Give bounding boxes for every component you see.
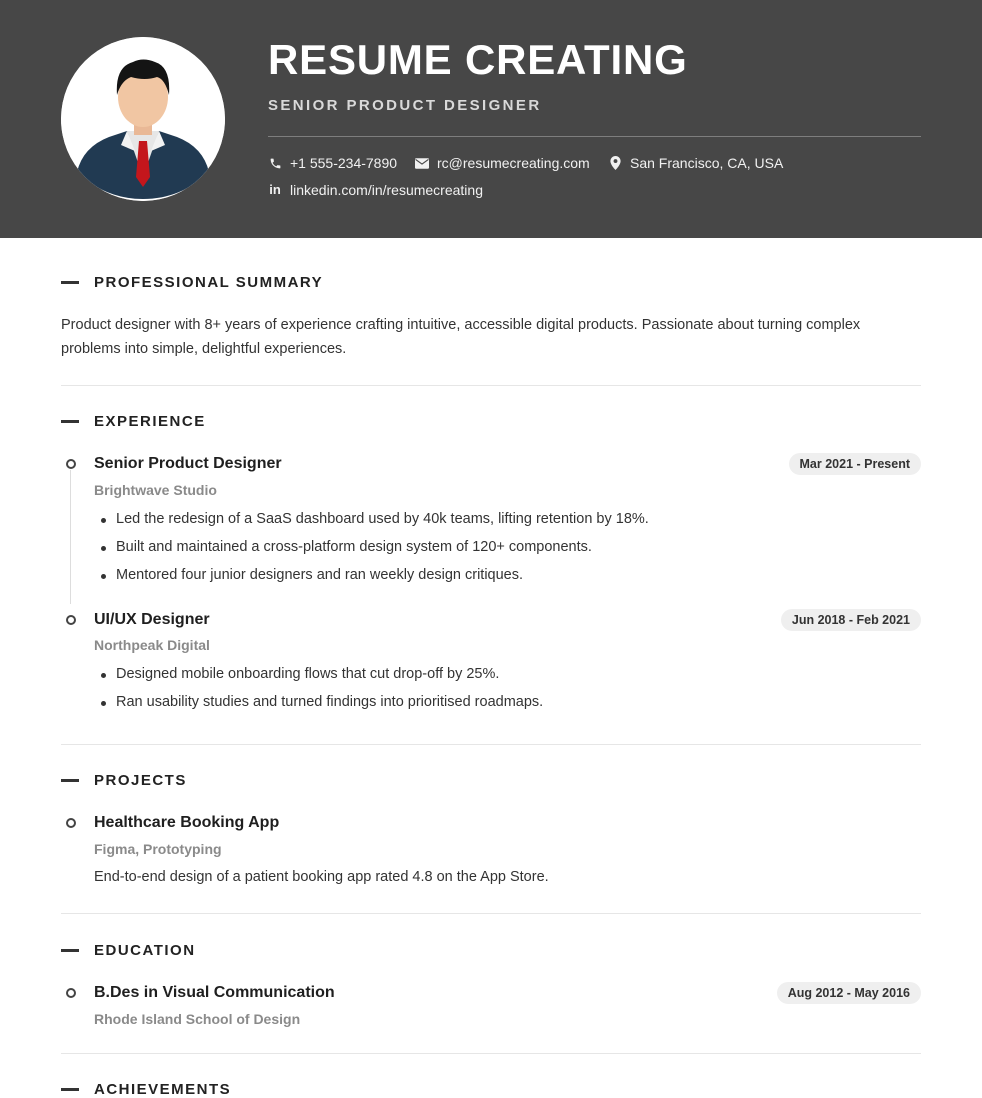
date-badge: Aug 2012 - May 2016 — [777, 982, 921, 1004]
bullet-text: Built and maintained a cross-platform design system of 120+ components. — [116, 539, 592, 555]
section-marker — [61, 779, 79, 782]
location-text: San Francisco, CA, USA — [630, 155, 784, 171]
project-name: Healthcare Booking App — [94, 814, 280, 831]
phone-icon — [268, 156, 282, 170]
section-title: PROFESSIONAL SUMMARY — [94, 274, 324, 291]
summary-line-1: Product designer with 8+ years of experience crafting intuitive, accessible digital products. Passionate about turning complex — [61, 317, 861, 333]
bullet-item — [101, 694, 543, 710]
bullet-item — [101, 666, 499, 682]
timeline-dot — [66, 988, 76, 998]
bullet-text: Designed mobile onboarding flows that cut drop-off by 25%. — [116, 666, 500, 682]
degree-title: B.Des in Visual Communication — [94, 984, 335, 1001]
timeline-dot — [66, 818, 76, 828]
section-title: EDUCATION — [94, 942, 196, 959]
section-marker — [61, 1088, 79, 1091]
avatar — [61, 37, 225, 201]
linkedin-glyph: in — [269, 182, 281, 197]
project-description: End-to-end design of a patient booking app rated 4.8 on the App Store. — [94, 869, 549, 885]
job-title: Senior Product Designer — [94, 455, 282, 472]
section-divider — [61, 913, 921, 914]
contact-email[interactable] — [415, 155, 590, 171]
section-divider — [61, 385, 921, 386]
company-name: Brightwave Studio — [94, 482, 217, 498]
bullet-item — [101, 511, 649, 527]
section-title: EXPERIENCE — [94, 413, 206, 430]
contact-location — [608, 155, 783, 171]
date-badge: Mar 2021 - Present — [789, 453, 921, 475]
section-marker — [61, 949, 79, 952]
summary-section-header — [61, 274, 323, 291]
envelope-icon — [415, 156, 429, 170]
summary-text — [61, 313, 921, 361]
bullet-text: Mentored four junior designers and ran weekly design critiques. — [116, 567, 524, 583]
company-name: Northpeak Digital — [94, 637, 210, 653]
school-name: Rhode Island School of Design — [94, 1011, 301, 1027]
section-marker — [61, 420, 79, 423]
timeline-dot — [66, 615, 76, 625]
candidate-name: RESUME CREATING — [268, 36, 688, 83]
contact-phone[interactable] — [268, 155, 397, 171]
profile-avatar-illustration — [61, 37, 225, 201]
section-divider — [61, 744, 921, 745]
section-title: PROJECTS — [94, 772, 187, 789]
contact-linkedin[interactable] — [268, 182, 483, 198]
timeline-dot — [66, 459, 76, 469]
timeline-line — [70, 470, 71, 604]
bullet-item — [101, 567, 523, 583]
map-pin-icon — [608, 156, 622, 170]
bullet-text: Led the redesign of a SaaS dashboard used by 40k teams, lifting retention by 18%. — [116, 511, 649, 527]
bullet-text: Ran usability studies and turned findings into prioritised roadmaps. — [116, 694, 544, 710]
section-marker — [61, 281, 79, 284]
job-title: UI/UX Designer — [94, 611, 210, 628]
bullet-item — [101, 539, 592, 555]
projects-section-header — [61, 772, 187, 789]
project-tools: Figma, Prototyping — [94, 841, 222, 857]
candidate-role: SENIOR PRODUCT DESIGNER — [268, 97, 542, 114]
header-divider — [268, 136, 921, 137]
experience-section-header — [61, 413, 206, 430]
education-section-header — [61, 942, 196, 959]
phone-text: +1 555-234-7890 — [290, 155, 398, 171]
section-divider — [61, 1053, 921, 1054]
linkedin-text: linkedin.com/in/resumecreating — [290, 182, 483, 198]
summary-line-2: problems into simple, delightful experiences. — [61, 341, 347, 357]
section-title: ACHIEVEMENTS — [94, 1081, 232, 1098]
achievements-section-header — [61, 1081, 231, 1098]
resume-header — [0, 0, 982, 238]
date-badge: Jun 2018 - Feb 2021 — [781, 609, 921, 631]
email-text: rc@resumecreating.com — [437, 155, 590, 171]
linkedin-icon — [268, 183, 282, 197]
